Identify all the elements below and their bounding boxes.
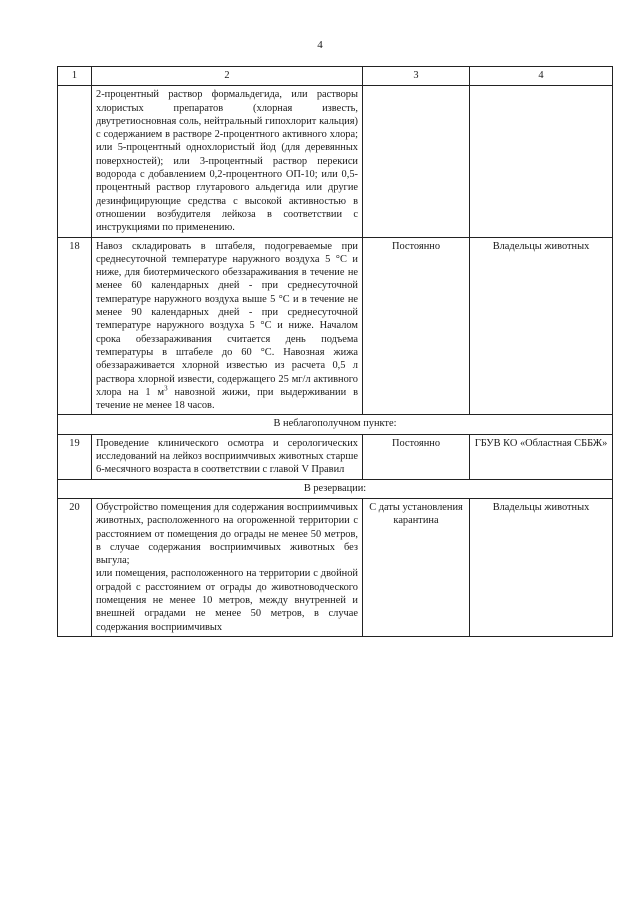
row-number: 18 (58, 237, 92, 415)
row-number: 19 (58, 434, 92, 479)
superscript: 3 (164, 384, 168, 393)
row-period: Постоянно (363, 434, 470, 479)
row-number (58, 86, 92, 237)
page-number: 4 (317, 39, 323, 51)
header-col-2: 2 (92, 67, 363, 86)
row-description (92, 237, 363, 415)
table-row (58, 237, 613, 415)
header-col-4: 4 (470, 67, 613, 86)
description-paragraph: или помещения, расположенного на территории с двойной оградой с расстоянием от ограды до животноводческого помещения не менее 10 метров, между внутренней и внешней оградами не менее 50 метров, в случае содержания восприимчивых (96, 568, 358, 633)
description-text-cont: навозной жижи, при выдерживании в течение не менее 18 часов. (96, 386, 358, 412)
description-paragraph: Обустройство помещения для содержания восприимчивых животных, расположенного на огороженной территории с расстоянием от помещения до ограды не менее 50 метров, в случае содержания восприимчивых животных без выгула; (96, 501, 358, 567)
description-paragraph: 2-процентный раствор формальдегида, или растворы хлористых препаратов (хлорная известь, двутретиосновная соль, нейтральный гипохлорит кальция) с содержанием в растворе 2-процентного активного хлора; или 5-процентный однохлористый йод (для деревянных поверхностей); или 3-процентный раствор перекиси водорода с добавлением 0,2-процентного ОП-10; или 0,5-процентный раствор глутарового альдегида или другие дезинфицирующие средства с высокой активностью в отношении возбудителя лейкоза в соответствии с инструкциями по применению. (96, 89, 358, 234)
table-row (58, 498, 613, 636)
row-period (363, 86, 470, 237)
header-col-1: 1 (58, 67, 92, 86)
section-heading-row (58, 415, 613, 434)
row-description (92, 86, 363, 237)
section-heading-row (58, 479, 613, 498)
table-row (58, 434, 613, 479)
row-description: Проведение клинического осмотра и серологических исследований на лейкоз восприимчивых животных старше 6-месячного возраста в соответствии с главой V Правил (92, 434, 363, 479)
row-number: 20 (58, 498, 92, 636)
row-period: Постоянно (363, 237, 470, 415)
table-header-row (58, 67, 613, 86)
row-responsible: Владельцы животных (470, 498, 613, 636)
row-description (92, 498, 363, 636)
section-heading: В резервации: (58, 479, 613, 498)
header-col-3: 3 (363, 67, 470, 86)
row-period: С даты установления карантина (363, 498, 470, 636)
row-responsible: Владельцы животных (470, 237, 613, 415)
description-text: Навоз складировать в штабеля, подогреваемые при среднесуточной температуре наружного воздуха 5 °С и ниже, для биотермического обеззараживания в течение не менее 60 календарных дней - при среднесуточной температуре наружного воздуха выше 5 °С и в течение не менее 90 календарных дней - при среднесуточной температуре наружного воздуха 5 °С и ниже. Началом срока обеззараживания считается день подъема температуры в штабеле до 60 °С. Навозная жижа обеззараживается хлорной известью из расчета 0,5 л раствора хлорной извести, содержащего 25 мг/л активного хлора на 1 м (96, 240, 358, 398)
measures-table (57, 66, 613, 637)
section-heading: В неблагополучном пункте: (58, 415, 613, 434)
row-responsible (470, 86, 613, 237)
row-responsible: ГБУВ КО «Областная СББЖ» (470, 434, 613, 479)
table-row (58, 86, 613, 237)
